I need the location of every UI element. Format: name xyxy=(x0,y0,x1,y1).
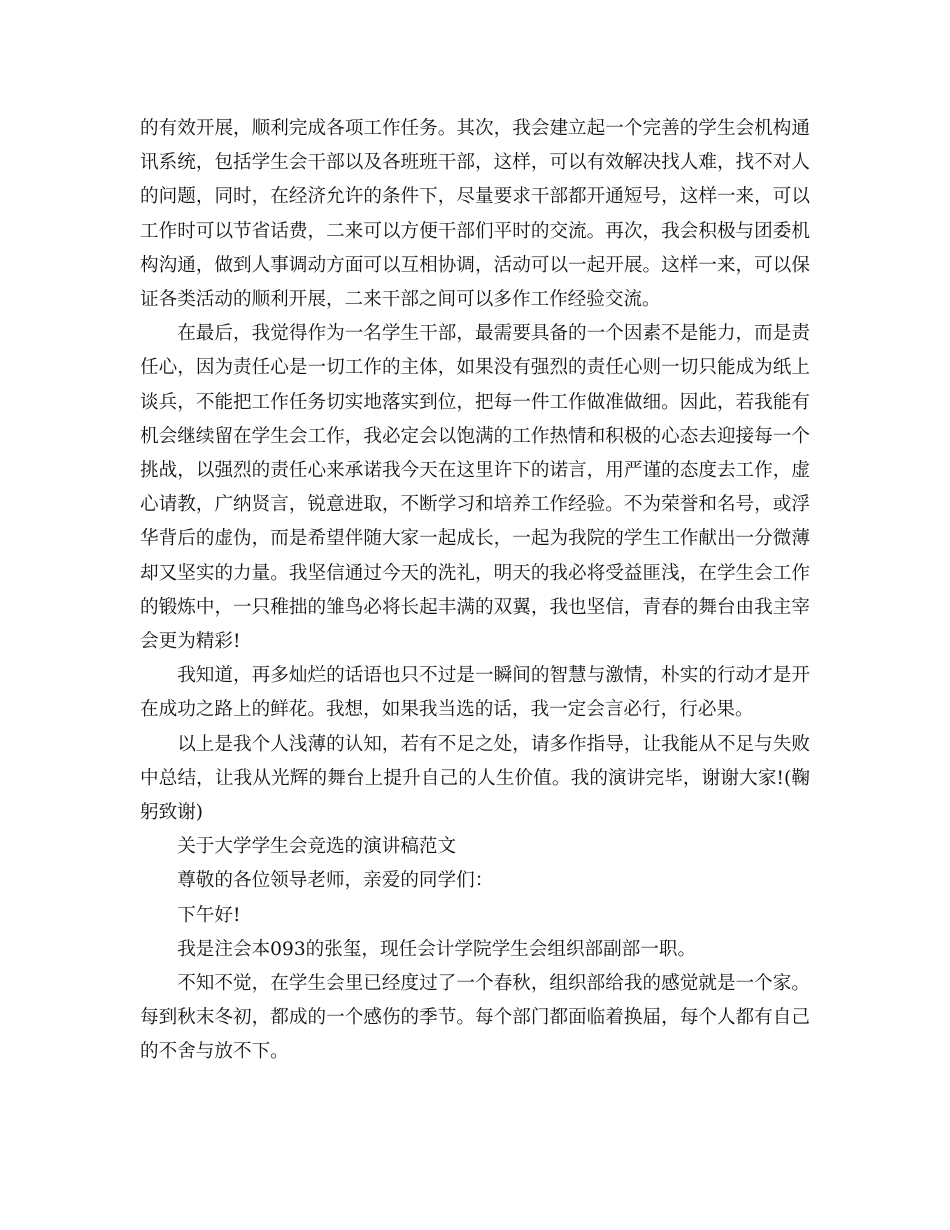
salutation: 尊敬的各位领导老师，亲爱的同学们： xyxy=(177,870,494,892)
body-paragraph: 在最后，我觉得作为一名学生干部，最需要具备的一个因素不是能力，而是责任心，因为责任心是一切工作的主体，如果没有强烈的责任心则一切只能成为纸上谈兵，不能把工作任务切实地落实到位，把每一件工作做准做细。因此，若我能有机会继续留在学生会工作，我必定会以饱满的工作热情和积极的心态去迎接每一个挑战，以强烈的责任心来承诺我今天在这里许下的诺言，用严谨的态度去工作，虚心请教，广纳贤言，锐意进取，不断学习和培养工作经验。不为荣誉和名号，或浮华背后的虚伪，而是希望伴随大家一起成长，一起为我院的学生工作献出一分微薄却又坚实的力量。我坚信通过今天的洗礼，明天的我必将受益匪浅，在学生会工作的锻炼中，一只稚拙的雏鸟必将长起丰满的双翼，我也坚信，青春的舞台由我主宰会更为精彩! xyxy=(140,323,810,653)
body-paragraph: 不知不觉，在学生会里已经度过了一个春秋，组织部给我的感觉就是一个家。每到秋末冬初，都成的一个感伤的季节。每个部门都面临着换届，每个人都有自己的不舍与放不下。 xyxy=(140,973,810,1063)
body-paragraph: 我知道，再多灿烂的话语也只不过是一瞬间的智慧与激情，朴实的行动才是开在成功之路上的鲜花。我想，如果我当选的话，我一定会言必行，行必果。 xyxy=(140,665,810,721)
body-paragraph: 的有效开展，顺利完成各项工作任务。其次，我会建立起一个完善的学生会机构通讯系统，包括学生会干部以及各班班干部，这样，可以有效解决找人难，找不对人的问题，同时，在经济允许的条件下，尽量要求干部都开通短号，这样一来，可以工作时可以节省话费，二来可以方便干部们平时的交流。再次，我会积极与团委机构沟通，做到人事调动方面可以互相协调，活动可以一起开展。这样一来，可以保证各类活动的顺利开展，二来干部之间可以多作工作经验交流。 xyxy=(140,118,810,311)
greeting: 下午好! xyxy=(177,904,241,926)
section-title: 关于大学学生会竞选的演讲稿范文 xyxy=(177,836,457,858)
body-paragraph: 以上是我个人浅薄的认知，若有不足之处，请多作指导，让我能从不足与失败中总结，让我从光辉的舞台上提升自己的人生价值。我的演讲完毕，谢谢大家!(鞠躬致谢) xyxy=(140,733,810,824)
document-page xyxy=(140,112,810,1070)
body-paragraph: 我是注会本093的张玺，现任会计学院学生会组织部副部一职。 xyxy=(177,938,697,960)
